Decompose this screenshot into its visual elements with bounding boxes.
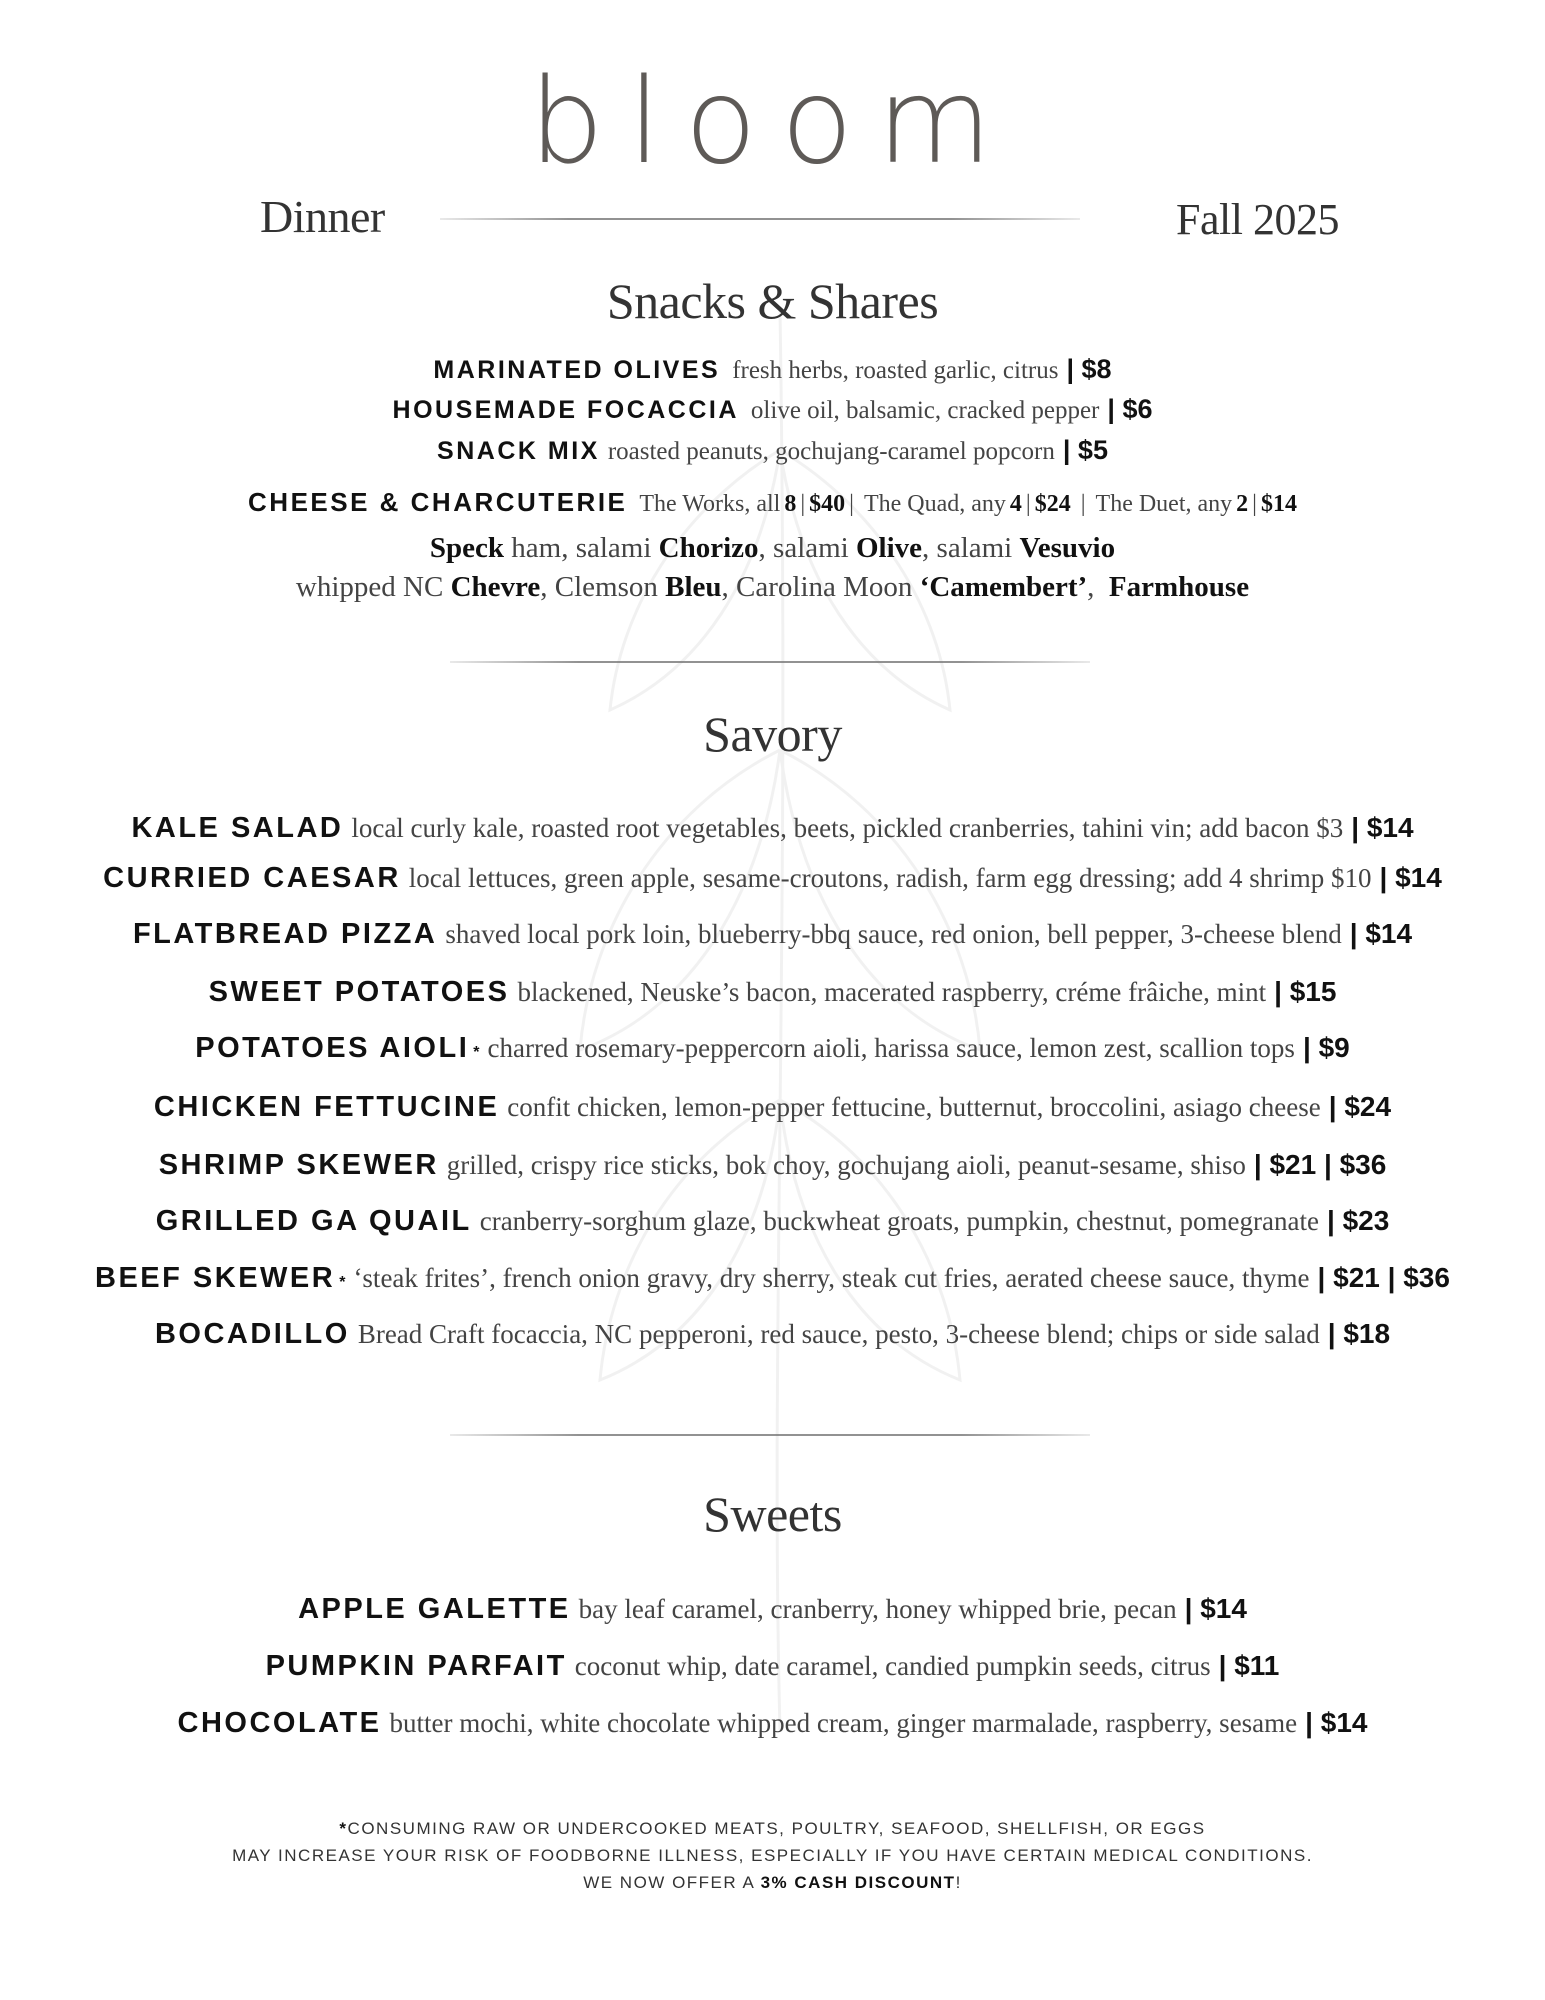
cash-discount: 3% CASH DISCOUNT — [760, 1873, 956, 1892]
item-price: | $14 — [1184, 1593, 1247, 1624]
item-price: | $9 — [1302, 1032, 1350, 1063]
item-name: MARINATED OLIVES — [433, 356, 721, 384]
menu-item — [0, 862, 1545, 895]
meat-text: , salami — [758, 532, 849, 564]
item-name: APPLE GALETTE — [298, 1593, 571, 1625]
item-price: | $14 — [1351, 812, 1414, 843]
works-price: $40 — [809, 491, 846, 517]
item-description: bay leaf caramel, cranberry, honey whipped brie, pecan — [578, 1594, 1177, 1624]
menu-item — [0, 1707, 1545, 1740]
item-price: | $15 — [1274, 976, 1337, 1007]
item-description: charred rosemary-peppercorn aioli, harissa sauce, lemon zest, scallion tops — [487, 1033, 1295, 1063]
item-description: cranberry-sorghum glaze, buckwheat groats, pumpkin, chestnut, pomegranate — [479, 1206, 1319, 1236]
item-description: grilled, crispy rice sticks, bok choy, gochujang aioli, peanut-sesame, shiso — [446, 1150, 1246, 1180]
menu-item — [0, 1149, 1545, 1182]
item-description: ‘steak frites’, french onion gravy, dry sherry, steak cut fries, aerated cheese sauce, thyme — [353, 1263, 1310, 1293]
asterisk: * — [339, 1819, 348, 1838]
menu-item — [0, 918, 1545, 951]
item-name: KALE SALAD — [131, 812, 344, 844]
item-description: shaved local pork loin, blueberry-bbq sauce, red onion, bell pepper, 3-cheese blend — [445, 919, 1342, 949]
item-description: roasted peanuts, gochujang-caramel popcorn — [607, 438, 1055, 465]
item-description: olive oil, balsamic, cracked pepper — [750, 397, 1100, 424]
meat-text: , salami — [922, 532, 1013, 564]
item-name: FLATBREAD PIZZA — [132, 918, 438, 950]
menu-item — [0, 812, 1545, 845]
menu-item — [0, 1650, 1545, 1683]
menu-item — [0, 394, 1545, 426]
item-price: | $14 — [1379, 862, 1442, 893]
meat-olive: Olive — [855, 532, 923, 564]
section-title-snacks: Snacks & Shares — [606, 273, 939, 329]
item-price: | $21 | $36 — [1317, 1262, 1450, 1293]
menu-item — [0, 354, 1545, 386]
charcuterie-list — [0, 532, 1545, 565]
item-price: | $14 — [1305, 1707, 1368, 1738]
item-name: CHEESE & CHARCUTERIE — [248, 487, 628, 517]
item-name: CURRIED CAESAR — [103, 862, 401, 894]
cheese-text: whipped NC — [295, 571, 444, 603]
works-count: 8 — [784, 491, 797, 517]
cheese-farmhouse: Farmhouse — [1108, 571, 1250, 603]
item-name: CHICKEN FETTUCINE — [153, 1091, 500, 1123]
menu-item — [0, 1262, 1545, 1295]
section-title-sweets: Sweets — [703, 1486, 842, 1542]
menu-item — [0, 1032, 1545, 1065]
item-description: coconut whip, date caramel, candied pumpkin seeds, citrus — [574, 1651, 1211, 1681]
item-name: CHOCOLATE — [177, 1707, 382, 1739]
cheese-text: , Clemson — [540, 571, 658, 603]
item-price: | $24 — [1328, 1091, 1392, 1122]
item-description: local lettuces, green apple, sesame-croutons, radish, farm egg dressing; add 4 shrimp $10 — [408, 863, 1372, 893]
quad-count: 4 — [1009, 491, 1022, 517]
item-name: SHRIMP SKEWER — [158, 1149, 439, 1181]
meat-text: ham, salami — [511, 532, 652, 564]
section-divider — [450, 1434, 1090, 1436]
item-price: | $14 — [1349, 918, 1413, 949]
item-price: | $6 — [1107, 394, 1153, 424]
cash-discount-line — [0, 1873, 1545, 1893]
cheese-text: , Carolina Moon — [721, 571, 913, 603]
menu-item — [0, 976, 1545, 1009]
disclaimer-text: CONSUMING RAW OR UNDERCOOKED MEATS, POULTRY, SEAFOOD, SHELLFISH, OR EGGS — [347, 1819, 1206, 1838]
menu-item — [0, 1091, 1545, 1124]
raw-warning-asterisk: * — [339, 1274, 346, 1291]
cheese-list — [0, 571, 1545, 604]
item-name: BEEF SKEWER — [95, 1262, 336, 1294]
duet-count: 2 — [1236, 491, 1249, 517]
item-name: SWEET POTATOES — [208, 976, 510, 1008]
raw-warning-asterisk: * — [473, 1044, 480, 1061]
works-label: The Works, all — [639, 491, 781, 517]
cheese-bleu: Bleu — [665, 571, 722, 603]
meat-chorizo: Chorizo — [658, 532, 759, 564]
cheese-text: , — [1087, 571, 1095, 603]
item-name: BOCADILLO — [154, 1318, 350, 1350]
item-price: | $5 — [1062, 435, 1108, 465]
item-price: | $23 — [1326, 1205, 1390, 1236]
item-description: Bread Craft focaccia, NC pepperoni, red sauce, pesto, 3-cheese blend; chips or side salad — [357, 1319, 1320, 1349]
section-divider — [450, 661, 1090, 663]
menu-item — [0, 435, 1545, 467]
duet-label: The Duet, any — [1095, 491, 1233, 517]
cheese-camembert: ‘Camembert’ — [919, 571, 1088, 603]
menu-item — [0, 1318, 1545, 1351]
menu-label: Dinner — [260, 191, 385, 242]
item-description: confit chicken, lemon-pepper fettucine, butternut, broccolini, asiago cheese — [507, 1092, 1321, 1122]
quad-price: $24 — [1034, 491, 1071, 517]
item-name: POTATOES AIOLI — [195, 1032, 470, 1064]
item-name: HOUSEMADE FOCACCIA — [392, 396, 739, 424]
duet-price: $14 — [1260, 491, 1297, 517]
item-name: SNACK MIX — [437, 437, 600, 465]
header-divider — [440, 218, 1080, 220]
item-description: blackened, Neuske’s bacon, macerated raspberry, créme frâiche, mint — [517, 977, 1267, 1007]
item-price: | $21 | $36 — [1253, 1149, 1387, 1180]
cheese-board-pricing: CHEESE & CHARCUTERIE The Works, all 8 | $40 | The Quad, any 4 | $24 | The Duet, any 2 | $14 — [248, 487, 1297, 517]
disclaimer-line-2: MAY INCREASE YOUR RISK OF FOODBORNE ILLNESS, ESPECIALLY IF YOU HAVE CERTAIN MEDICAL CONDITIONS. — [232, 1846, 1313, 1865]
section-title-savory: Savory — [703, 706, 842, 762]
item-price: | $18 — [1327, 1318, 1391, 1349]
meat-vesuvio: Vesuvio — [1019, 532, 1116, 564]
item-price: | $11 — [1218, 1650, 1280, 1681]
discount-text: WE NOW OFFER A — [583, 1873, 755, 1892]
menu-item — [0, 1593, 1545, 1626]
item-name: GRILLED GA QUAIL — [155, 1205, 472, 1237]
season-label: Fall 2025 — [1176, 195, 1339, 244]
logo: bloom — [528, 52, 1017, 190]
item-name: PUMPKIN PARFAIT — [265, 1650, 567, 1682]
item-description: fresh herbs, roasted garlic, citrus — [732, 357, 1059, 384]
item-description: butter mochi, white chocolate whipped cream, ginger marmalade, raspberry, sesame — [389, 1708, 1298, 1738]
item-description: local curly kale, roasted root vegetables, beets, pickled cranberries, tahini vin; add bacon $3 — [351, 813, 1344, 843]
cheese-chevre: Chevre — [450, 571, 541, 603]
quad-label: The Quad, any — [863, 491, 1006, 517]
meat-speck: Speck — [429, 532, 505, 564]
menu-item — [0, 1205, 1545, 1238]
item-price: | $8 — [1066, 354, 1112, 384]
disclaimer-line-1 — [0, 1819, 1545, 1839]
discount-text-end: ! — [955, 1873, 962, 1892]
